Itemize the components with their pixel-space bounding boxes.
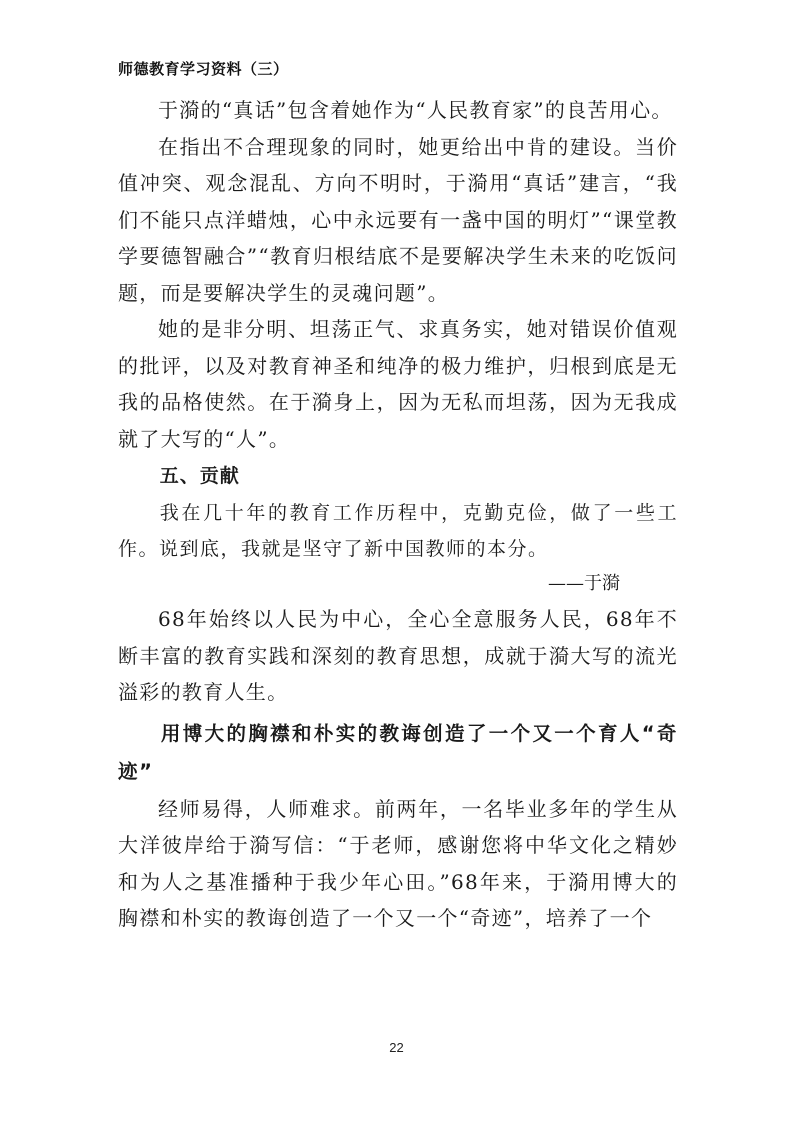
paragraph: 在指出不合理现象的同时，她更给出中肯的建设。当价值冲突、观念混乱、方向不明时，于漪用“真话”建言，“我们不能只点洋蜡烛，心中永远要有一盏中国的明灯”“课堂教学要德智融合”“教育归根结底不是要解决学生未来的吃饭问题，而是要解决学生的灵魂问题”。 — [118, 134, 678, 305]
body-text — [118, 92, 678, 937]
section-heading: 五、贡献 — [159, 465, 240, 487]
paragraph: 她的是非分明、坦荡正气、求真务实，她对错误价值观的批评，以及对教育神圣和纯净的极力维护，归根到底是无我的品格使然。在于漪身上，因为无私而坦荡，因为无我成就了大写的“人”。 — [118, 317, 678, 451]
quote-attribution: ——于漪 — [548, 573, 620, 594]
page-number: 22 — [389, 1040, 404, 1055]
subsection-heading: 用博大的胸襟和朴实的教诲创造了一个又一个育人“奇迹” — [118, 721, 678, 783]
block-quote: 我在几十年的教育工作历程中，克勤克俭，做了一些工作。说到底，我就是坚守了新中国教师的本分。 — [118, 502, 678, 560]
paragraph: 于漪的“真话”包含着她作为“人民教育家”的良苦用心。 — [158, 98, 673, 122]
paragraph: 经师易得，人师难求。前两年，一名毕业多年的学生从大洋彼岸给于漪写信：“于老师，感谢您将中华文化之精妙和为人之基准播种于我少年心田。”68年来，于漪用博大的胸襟和朴实的教诲创造了一个又一个“奇迹”，培养了一个 — [118, 796, 678, 930]
paragraph: 68年始终以人民为中心，全心全意服务人民，68年不断丰富的教育实践和深刻的教育思想，成就于漪大写的流光溢彩的教育人生。 — [118, 607, 678, 704]
running-header: 师德教育学习资料（三） — [118, 60, 289, 78]
